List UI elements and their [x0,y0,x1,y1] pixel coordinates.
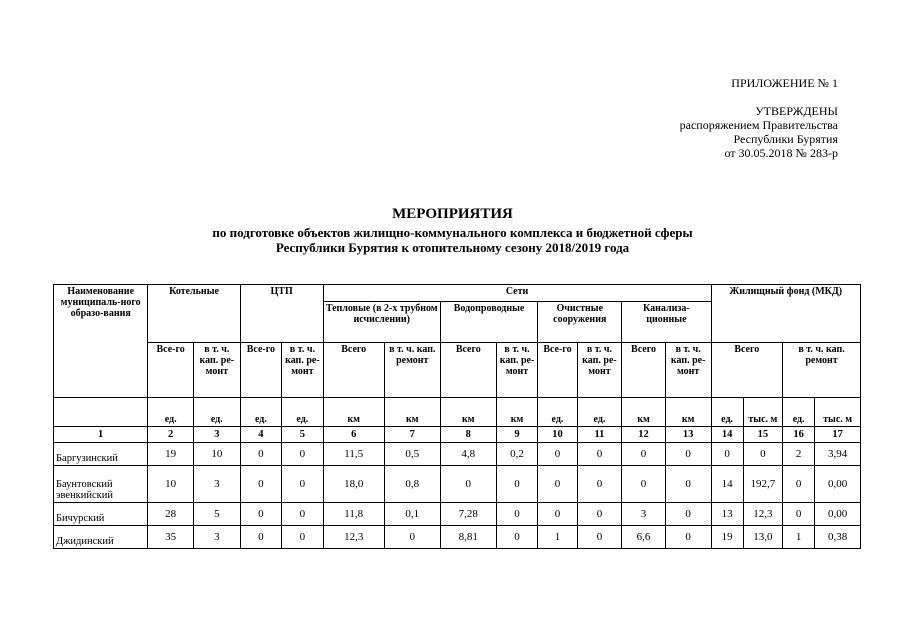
unit-cell: ед. [240,398,281,427]
table-cell: 10 [148,466,194,503]
table-cell: 0 [496,503,537,526]
municipality-name: Баунтовский эвенкийский [54,466,148,503]
column-number: 13 [665,427,711,443]
table-row [54,503,861,526]
table-cell: 10 [193,443,240,466]
table-cell: 0 [743,443,782,466]
sub-header: Всего [711,343,783,398]
table-cell: 0 [240,503,281,526]
table-cell: 0 [665,526,711,549]
table-cell: 2 [783,443,815,466]
unit-cell: тыс. м [815,398,861,427]
sub-header: Всего [622,343,666,398]
table-cell: 3 [193,526,240,549]
sub-header: в т. ч. кап. ре-монт [282,343,323,398]
sub-header: в т. ч. кап. ремонт [384,343,440,398]
table-cell: 0 [240,526,281,549]
table-cell: 0,5 [384,443,440,466]
unit-cell: км [622,398,666,427]
header-ctp: ЦТП [240,285,323,343]
table-cell: 7,28 [440,503,496,526]
municipality-name: Бичурский [54,503,148,526]
sub-header: в т. ч. кап. ре-монт [496,343,537,398]
unit-cell: км [323,398,384,427]
table-cell: 0 [622,466,666,503]
header-name: Наименование муниципаль-ного образо-вания [54,285,148,398]
column-number: 7 [384,427,440,443]
unit-cell: км [665,398,711,427]
appendix-number: ПРИЛОЖЕНИЕ № 1 [731,76,838,90]
approved-label: УТВЕРЖДЕНЫ [755,104,838,118]
column-number: 16 [783,427,815,443]
table-cell: 18,0 [323,466,384,503]
header-water-networks: Водопроводные [440,302,537,343]
document-title [0,206,905,255]
table-cell: 35 [148,526,194,549]
table-cell: 11,8 [323,503,384,526]
table-cell: 0 [538,503,577,526]
table-cell: 0 [577,503,622,526]
table-cell: 0 [282,443,323,466]
header-sewer: Канализа-ционные [622,302,711,343]
table-cell: 0 [384,526,440,549]
unit-cell: ед. [577,398,622,427]
sub-header: Все-го [240,343,281,398]
sub-header: Всего [323,343,384,398]
unit-cell: ед. [783,398,815,427]
column-number: 4 [240,427,281,443]
table-cell: 0,2 [496,443,537,466]
table-cell: 11,5 [323,443,384,466]
unit-cell: ед. [538,398,577,427]
table-cell: 0 [665,443,711,466]
table-cell: 0 [496,466,537,503]
approved-date-number: от 30.05.2018 № 283-р [724,146,838,160]
title-line2: Республики Бурятия к отопительному сезону 2018/2019 года [275,240,630,255]
table-cell: 0 [240,443,281,466]
sub-header: Все-го [148,343,194,398]
column-number: 1 [54,427,148,443]
table-row [54,443,861,466]
table-cell: 0 [440,466,496,503]
table-cell: 13 [711,503,743,526]
sub-header: в т. ч. кап. ре-монт [193,343,240,398]
table-cell: 3 [193,466,240,503]
unit-cell: км [384,398,440,427]
table-cell: 0,00 [815,466,861,503]
title-line1: по подготовке объектов жилищно-коммунального комплекса и бюджетной сферы [212,225,693,240]
header-housing: Жилищный фонд (МКД) [711,285,860,343]
sub-header: в т. ч. кап. ремонт [783,343,861,398]
table-cell: 0 [577,443,622,466]
unit-cell: ед. [148,398,194,427]
column-number: 10 [538,427,577,443]
table-cell: 0 [240,466,281,503]
table-row [54,466,861,503]
column-number: 3 [193,427,240,443]
column-number: 15 [743,427,782,443]
table-cell: 0 [577,466,622,503]
table-cell: 0,38 [815,526,861,549]
table-cell: 14 [711,466,743,503]
unit-cell: ед. [282,398,323,427]
column-number: 9 [496,427,537,443]
table-cell: 13,0 [743,526,782,549]
unit-cell: км [440,398,496,427]
table-cell: 0 [282,503,323,526]
table-cell: 6,6 [622,526,666,549]
unit-cell: тыс. м [743,398,782,427]
table-cell: 12,3 [323,526,384,549]
header-networks: Сети [323,285,711,302]
table-cell: 0 [783,503,815,526]
unit-cell-empty [54,398,148,427]
table-cell: 0,8 [384,466,440,503]
column-number: 11 [577,427,622,443]
approved-by-line1: распоряжением Правительства [679,118,838,132]
table-cell: 0 [622,443,666,466]
table-cell: 1 [538,526,577,549]
table-cell: 4,8 [440,443,496,466]
municipality-name: Баргузинский [54,443,148,466]
table-cell: 12,3 [743,503,782,526]
table-cell: 0 [282,526,323,549]
column-number: 12 [622,427,666,443]
header-boilers: Котельные [148,285,240,343]
column-number: 6 [323,427,384,443]
table-cell: 1 [783,526,815,549]
table-row [54,526,861,549]
table-cell: 3,94 [815,443,861,466]
table-cell: 3 [622,503,666,526]
table-cell: 192,7 [743,466,782,503]
column-number: 5 [282,427,323,443]
table-cell: 28 [148,503,194,526]
column-number: 17 [815,427,861,443]
header-heat-networks: Тепловые (в 2-х трубном исчислении) [323,302,440,343]
column-number: 8 [440,427,496,443]
approved-by-line2: Республики Бурятия [733,132,838,146]
measures-table [53,284,861,549]
table-cell: 0 [538,443,577,466]
column-number: 2 [148,427,194,443]
table-cell: 0 [538,466,577,503]
table-cell: 0 [711,443,743,466]
sub-header: в т. ч. кап. ре-монт [577,343,622,398]
table-cell: 0,1 [384,503,440,526]
table-cell: 0 [665,466,711,503]
table-cell: 0,00 [815,503,861,526]
table-cell: 0 [577,526,622,549]
table-cell: 0 [282,466,323,503]
table-cell: 19 [148,443,194,466]
approval-stamp [578,76,838,160]
table-cell: 0 [783,466,815,503]
unit-cell: км [496,398,537,427]
header-treatment: Очистные сооружения [538,302,622,343]
table-cell: 19 [711,526,743,549]
table-cell: 0 [665,503,711,526]
column-number: 14 [711,427,743,443]
municipality-name: Джидинский [54,526,148,549]
sub-header: в т. ч. кап. ре-монт [665,343,711,398]
sub-header: Все-го [538,343,577,398]
title-main: МЕРОПРИЯТИЯ [392,206,513,222]
unit-cell: ед. [193,398,240,427]
sub-header: Всего [440,343,496,398]
table-cell: 0 [496,526,537,549]
table-cell: 5 [193,503,240,526]
table-cell: 8,81 [440,526,496,549]
unit-cell: ед. [711,398,743,427]
